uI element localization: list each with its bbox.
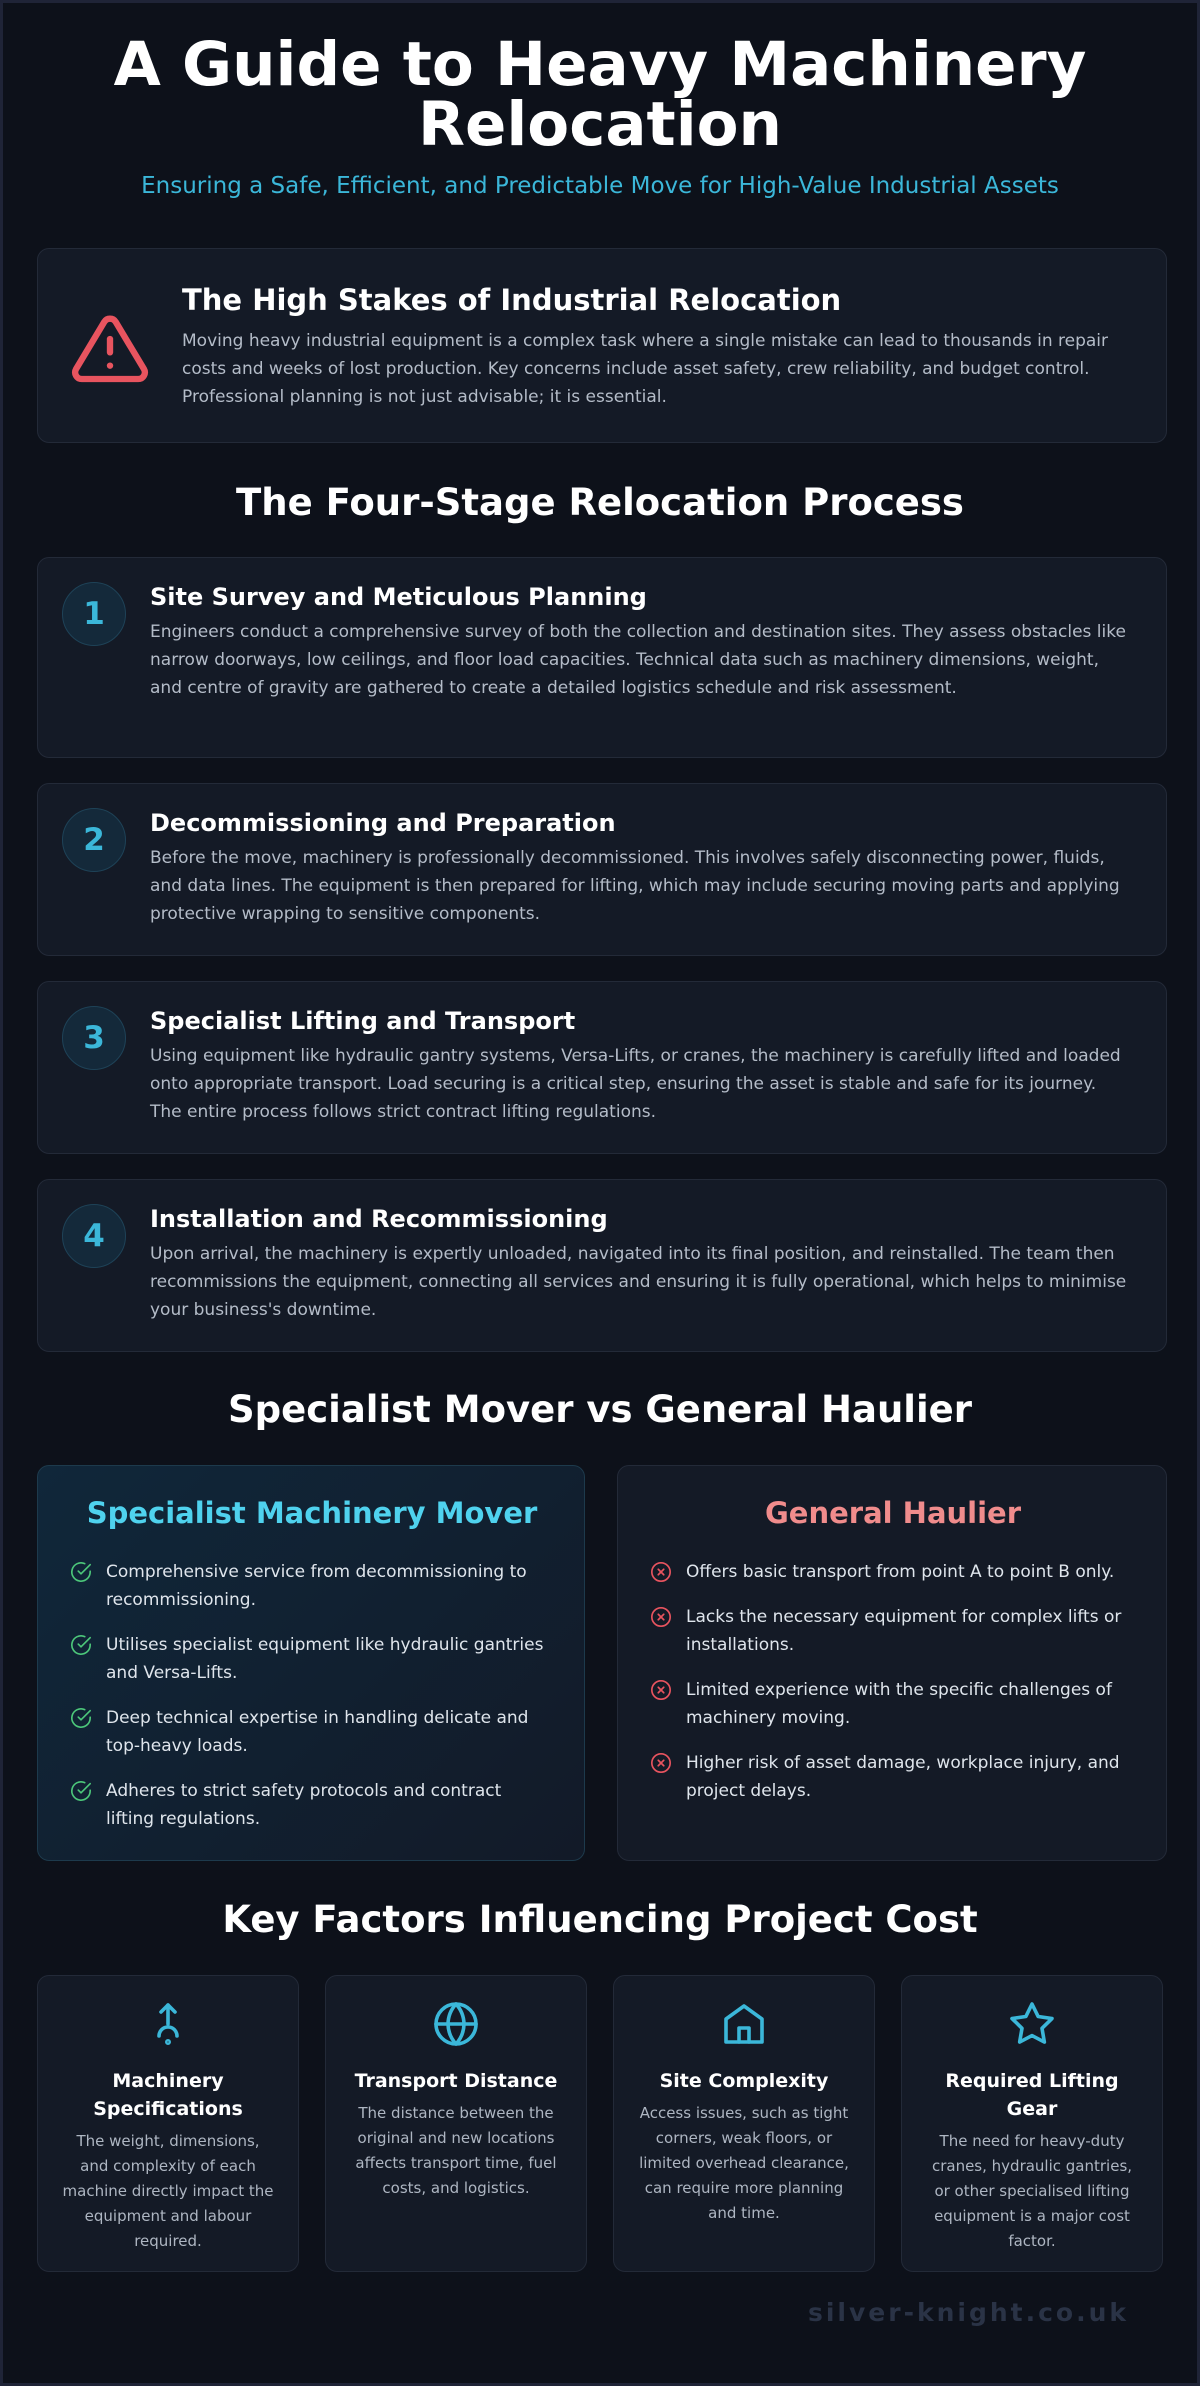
list-item [70, 1631, 554, 1687]
step-text: Upon arrival, the machinery is expertly unloaded, navigated into its final position, and reinstalled. The team then recommissions the equipment, connecting all services and ensuring it is fully operational, which helps to minimise your business's downtime. [150, 1244, 1127, 1320]
specialist-mover-card [37, 1465, 585, 1861]
cost-factor-card [325, 1975, 587, 2272]
list-item [650, 1558, 1136, 1586]
cost-section-title: Key Factors Influencing Project Cost [222, 1898, 978, 1941]
star-icon [1008, 2000, 1056, 2048]
list-item-text: Lacks the necessary equipment for complex lifts or installations. [686, 1607, 1122, 1655]
process-step [37, 981, 1167, 1154]
check-circle-icon [70, 1780, 92, 1802]
list-item [650, 1603, 1136, 1659]
factor-title: Site Complexity [659, 2070, 829, 2092]
high-stakes-text: Moving heavy industrial equipment is a complex task where a single mistake can lead to thousands in repair costs and weeks of lost production. Key concerns include asset safety, crew reliability, and budget control. Professional planning is not just advisable; it is essential. [182, 331, 1108, 407]
step-number: 4 [62, 1204, 126, 1268]
page-title: A Guide to Heavy Machinery Relocation [113, 29, 1087, 160]
factor-text: The weight, dimensions, and complexity of each machine directly impact the equipment and labour required. [62, 2132, 274, 2250]
factor-title: Required Lifting Gear [945, 2070, 1119, 2120]
step-title: Decommissioning and Preparation [150, 809, 616, 837]
list-item [650, 1676, 1136, 1732]
list-item [70, 1704, 554, 1760]
factor-text: The distance between the original and new locations affects transport time, fuel costs, and logistics. [355, 2104, 557, 2197]
lift-arrow-icon [144, 2000, 192, 2048]
step-text: Engineers conduct a comprehensive survey of both the collection and destination sites. They assess obstacles like narrow doorways, low ceilings, and floor load capacities. Technical data such as machinery dimensions, weight, and centre of gravity are gathered to create a detailed logistics schedule and risk assessment. [150, 622, 1126, 698]
list-item-text: Comprehensive service from decommissioning to recommissioning. [106, 1562, 527, 1610]
list-item-text: Offers basic transport from point A to point B only. [686, 1562, 1115, 1582]
check-circle-icon [70, 1561, 92, 1583]
factor-title: Transport Distance [354, 2070, 558, 2092]
general-haulier-card [617, 1465, 1167, 1861]
step-number: 1 [62, 582, 126, 646]
high-stakes-card [37, 248, 1167, 443]
high-stakes-title: The High Stakes of Industrial Relocation [182, 283, 842, 317]
factor-text: The need for heavy-duty cranes, hydraulic gantries, or other specialised lifting equipment is a major cost factor. [931, 2132, 1133, 2250]
cost-factor-card [37, 1975, 299, 2272]
header [3, 3, 1197, 199]
comparison-section-title: Specialist Mover vs General Haulier [227, 1388, 973, 1431]
globe-icon [432, 2000, 480, 2048]
specialist-title: Specialist Machinery Mover [86, 1496, 538, 1530]
factor-text: Access issues, such as tight corners, weak floors, or limited overhead clearance, can require more planning and time. [639, 2104, 849, 2222]
step-text: Before the move, machinery is professionally decommissioned. This involves safely disconnecting power, fluids, and data lines. The equipment is then prepared for lifting, which may include securing moving parts and applying protective wrapping to sensitive components. [150, 848, 1120, 924]
list-item [70, 1558, 554, 1614]
x-circle-icon [650, 1752, 672, 1774]
list-item-text: Utilises specialist equipment like hydraulic gantries and Versa-Lifts. [106, 1635, 544, 1683]
step-number: 2 [62, 808, 126, 872]
x-circle-icon [650, 1561, 672, 1583]
warning-icon [70, 309, 150, 389]
list-item-text: Adheres to strict safety protocols and contract lifting regulations. [106, 1781, 502, 1829]
page-subtitle: Ensuring a Safe, Efficient, and Predictable Move for High-Value Industrial Assets [141, 173, 1059, 199]
list-item-text: Deep technical expertise in handling delicate and top-heavy loads. [106, 1708, 529, 1756]
list-item [650, 1749, 1136, 1805]
step-text: Using equipment like hydraulic gantry systems, Versa-Lifts, or cranes, the machinery is carefully lifted and loaded onto appropriate transport. Load securing is a critical step, ensuring the asset is stable and safe for its journey. The entire process follows strict contract lifting regulations. [150, 1046, 1121, 1122]
general-title: General Haulier [764, 1496, 1022, 1530]
process-step [37, 1179, 1167, 1352]
x-circle-icon [650, 1606, 672, 1628]
step-title: Site Survey and Meticulous Planning [150, 583, 647, 611]
list-item-text: Higher risk of asset damage, workplace injury, and project delays. [686, 1753, 1120, 1801]
brand-footer: silver-knight.co.uk [807, 2298, 1129, 2327]
list-item [70, 1777, 554, 1833]
step-number: 3 [62, 1006, 126, 1070]
cost-factor-card [613, 1975, 875, 2272]
process-section-title: The Four-Stage Relocation Process [236, 481, 964, 524]
step-title: Installation and Recommissioning [150, 1205, 608, 1233]
cost-factor-card [901, 1975, 1163, 2272]
step-title: Specialist Lifting and Transport [150, 1007, 576, 1035]
process-step [37, 783, 1167, 956]
check-circle-icon [70, 1634, 92, 1656]
home-icon [720, 2000, 768, 2048]
factor-title: Machinery Specifications [93, 2070, 243, 2120]
x-circle-icon [650, 1679, 672, 1701]
check-circle-icon [70, 1707, 92, 1729]
process-step [37, 557, 1167, 758]
list-item-text: Limited experience with the specific challenges of machinery moving. [686, 1680, 1112, 1728]
